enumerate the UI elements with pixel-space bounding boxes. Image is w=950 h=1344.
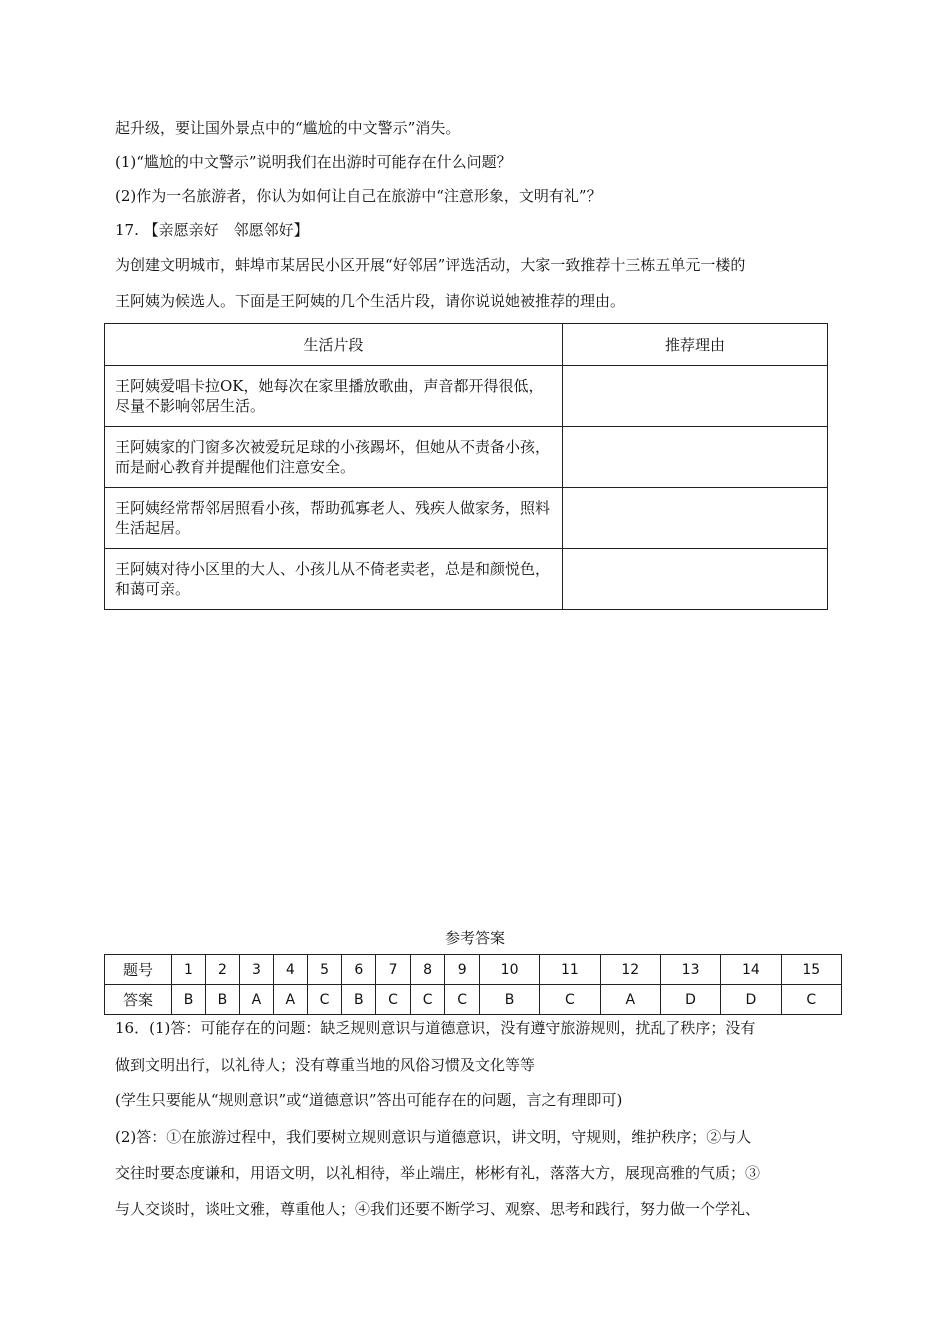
answer-cell: C [410,985,445,1015]
answer-cell: B [342,985,376,1015]
table-row [105,488,828,549]
a16-2-line-2: 交往时要态度谦和，用语文明，以礼相待，举止端庄，彬彬有礼，落落大方，展现高雅的气质；③ [115,1164,761,1182]
question-number-cell: 3 [239,955,273,985]
answer-cell: C [445,985,480,1015]
answer-cell: B [479,985,539,1015]
question-number-label: 题号 [105,955,172,985]
a16-2-line-1: (2)答：①在旅游过程中，我们要树立规则意识与道德意识，讲文明，守规则，维护秩序；②与人 [115,1128,752,1146]
a16-note: (学生只要能从“规则意识”或“道德意识”答出可能存在的问题，言之有理即可) [115,1091,623,1109]
question-number-cell: 5 [307,955,342,985]
answer-label: 答案 [105,985,172,1015]
answer-cell: A [600,985,660,1015]
question-number-cell: 8 [410,955,445,985]
reason-cell[interactable] [563,427,828,488]
answer-cell: D [660,985,720,1015]
table-row [105,366,828,427]
segment-cell: 王阿姨家的门窗多次被爱玩足球的小孩踢坏，但她从不责备小孩，而是耐心教育并提醒他们注意安全。 [105,427,563,488]
life-segments-table [104,323,828,610]
table-row [105,427,828,488]
question-number-cell: 1 [172,955,206,985]
question-number-cell: 10 [479,955,539,985]
reason-cell[interactable] [563,366,828,427]
answer-cell: B [205,985,239,1015]
a16-2-line-3: 与人交谈时，谈吐文雅，尊重他人；④我们还要不断学习、观察、思考和践行，努力做一个学礼、 [115,1200,761,1218]
table-header-row [105,324,828,366]
header-segment: 生活片段 [105,324,563,366]
answer-cell: B [172,985,206,1015]
question-number-cell: 14 [721,955,781,985]
segment-cell: 王阿姨对待小区里的大人、小孩儿从不倚老卖老，总是和颜悦色，和蔼可亲。 [105,549,563,610]
q17-title: 17. 【亲愿亲好 邻愿邻好】 [115,221,309,239]
question-number-cell: 6 [342,955,376,985]
answer-cell: C [540,985,600,1015]
question-number-cell: 11 [540,955,600,985]
question-number-row [105,955,842,985]
segment-cell: 王阿姨经常帮邻居照看小孩，帮助孤寡老人、残疾人做家务，照料生活起居。 [105,488,563,549]
q17-text-line-2: 王阿姨为候选人。下面是王阿姨的几个生活片段，请你说说她被推荐的理由。 [115,292,626,310]
answer-title: 参考答案 [444,929,505,947]
q16-sub-question-2: (2)作为一名旅游者，你认为如何让自己在旅游中“注意形象，文明有礼”？ [115,187,602,205]
reason-cell[interactable] [563,549,828,610]
question-number-cell: 12 [600,955,660,985]
question-number-cell: 2 [205,955,239,985]
answer-cell: D [721,985,781,1015]
q17-text-line-1: 为创建文明城市，蚌埠市某居民小区开展“好邻居”评选活动，大家一致推荐十三栋五单元一楼的 [115,256,746,274]
table-row [105,549,828,610]
question-number-cell: 13 [660,955,720,985]
a16-line-1: 16．(1)答：可能存在的问题：缺乏规则意识与道德意识，没有遵守旅游规则，扰乱了秩序；没有 [115,1019,756,1037]
reason-cell[interactable] [563,488,828,549]
question-number-cell: 9 [445,955,480,985]
question-number-cell: 7 [376,955,411,985]
answer-cell: C [307,985,342,1015]
question-number-cell: 15 [781,955,841,985]
answer-row [105,985,842,1015]
q16-intro-tail: 起升级，要让国外景点中的“尴尬的中文警示”消失。 [115,119,461,137]
q16-sub-question-1: (1)“尴尬的中文警示”说明我们在出游时可能存在什么问题？ [115,153,512,171]
answer-cell: A [239,985,273,1015]
answer-cell: C [781,985,841,1015]
segment-cell: 王阿姨爱唱卡拉OK，她每次在家里播放歌曲，声音都开得很低，尽量不影响邻居生活。 [105,366,563,427]
a16-line-2: 做到文明出行，以礼待人；没有尊重当地的风俗习惯及文化等等 [115,1056,536,1074]
question-number-cell: 4 [273,955,307,985]
answer-cell: C [376,985,411,1015]
answer-key-table [104,954,842,1015]
answer-cell: A [273,985,307,1015]
header-reason: 推荐理由 [563,324,828,366]
